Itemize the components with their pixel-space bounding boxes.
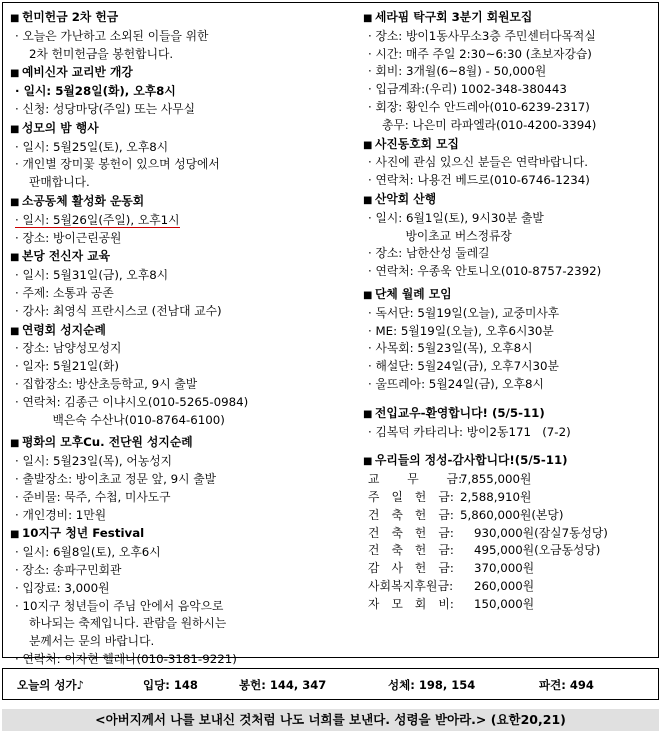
notice-title: ■ 사진동호회 모집: [363, 136, 655, 155]
notice-title: ■ 예비신자 교리반 개강: [10, 64, 350, 83]
notice-line: · ME: 5월19일(오늘), 오후6시30분: [368, 323, 554, 338]
notice-title: ■ 평화의 모후Cu. 전단원 성지순례: [10, 434, 350, 453]
offering-amount: 495,000원(오금동성당): [474, 543, 601, 558]
offering-amount: 370,000원: [474, 561, 535, 576]
square-bullet-icon: ■: [10, 68, 20, 80]
notice-title: ■ 단체 월례 모임: [363, 286, 655, 305]
offering-label: 건 축 헌 금:: [368, 525, 455, 540]
notice-title: ■ 세라핌 탁구회 3분기 회원모집: [363, 9, 655, 28]
notice-line: · 일시: 6월1일(토), 9시30분 출발: [368, 210, 544, 225]
notice-youth-festival: [10, 525, 350, 668]
notice-line: · 일자: 5월21일(화): [15, 359, 119, 374]
notice-title: ■ 본당 전신자 교육: [10, 248, 350, 267]
notice-line: 2차 헌미헌금을 봉헌합니다.: [29, 46, 174, 61]
notice-line: · 연락처: 이자현 헬레나(010-3181-9221): [15, 651, 237, 666]
notice-line: 판매합니다.: [29, 175, 90, 190]
left-column: [10, 9, 350, 670]
notice-line: · 신청: 성당마당(주일) 또는 사무실: [15, 101, 196, 116]
notice-line: · 개인별 장미꽃 봉헌이 있으며 성당에서: [15, 157, 220, 172]
hymn-bar: [2, 668, 659, 700]
offering-label: 건 축 헌 금:: [368, 543, 455, 558]
square-bullet-icon: ■: [363, 289, 373, 301]
notice-line: · 강사: 최영식 프란시스코 (전남대 교수): [15, 303, 222, 318]
notice-line: · 장소: 방이근린공원: [15, 230, 122, 245]
notice-line: · 집합장소: 방산초등학교, 9시 출발: [15, 376, 198, 391]
notice-line: · 출발장소: 방이초교 정문 앞, 9시 출발: [15, 471, 217, 486]
notice-line: · 일시: 6월8일(토), 오후6시: [15, 545, 161, 560]
notice-line: 백은숙 수산나(010-8764-6100): [15, 412, 225, 427]
square-bullet-icon: ■: [10, 325, 20, 337]
notice-education: [10, 248, 350, 320]
notice-line: · 연락처: 김종근 이냐시오(010-5265-0984): [15, 394, 249, 409]
offering-label: 감 사 헌 금:: [368, 561, 455, 576]
hymn-label: 오늘의 성가♪: [17, 678, 84, 692]
offering-row: [363, 507, 655, 525]
notice-line: · 김복덕 카타리나: 방이2동171 (7-2): [368, 424, 571, 439]
notice-line: · 개인경비: 1만원: [15, 507, 107, 522]
notice-line: 총무: 나은미 라파엘라(010-4200-3394): [382, 117, 597, 132]
offering-label: 교 무 금:: [368, 472, 463, 487]
notice-welcome: [363, 405, 655, 442]
notice-catechism: [10, 64, 350, 118]
notice-hiking: [363, 191, 655, 281]
notice-line: · 울뜨레아: 5월24일(금), 오후8시: [368, 376, 544, 391]
square-bullet-icon: ■: [363, 456, 373, 468]
notice-line: 분께서는 문의 바랍니다.: [29, 634, 155, 649]
offering-label: 주 일 헌 금:: [368, 489, 455, 504]
notice-line: · 장소: 남양성모성지: [15, 341, 122, 356]
offering-label: 건 축 헌 금:: [368, 507, 455, 522]
notice-sports-day: [10, 193, 350, 247]
notice-line: · 장소: 송파구민회관: [15, 562, 122, 577]
hymn-communion: 성체: 198, 154: [388, 678, 476, 692]
notice-line: · 입금계좌:(우리) 1002-348-380443: [368, 82, 567, 97]
notice-line: · 일시: 5월25일(토), 오후8시: [15, 139, 169, 154]
hymn-entrance: 입당: 148: [143, 678, 198, 692]
offering-row: [363, 560, 655, 578]
notice-photo-club: [363, 136, 655, 190]
notice-line: · 장소: 방이1동사무소3층 주민센터다목적실: [368, 28, 596, 43]
notice-line: · 사목회: 5월23일(목), 오후8시: [368, 341, 533, 356]
square-bullet-icon: ■: [363, 139, 373, 151]
notice-line: · 해설단: 5월24일(금), 오후7시30분: [368, 359, 559, 374]
square-bullet-icon: ■: [10, 529, 20, 541]
offering-ledger: [363, 452, 655, 613]
notice-legion-pilgrimage: [10, 434, 350, 524]
hymn-offertory: 봉헌: 144, 347: [239, 678, 327, 692]
notice-may-night: [10, 120, 350, 192]
square-bullet-icon: ■: [10, 13, 20, 24]
offering-row: [363, 489, 655, 507]
offering-amount: 150,000원: [474, 596, 535, 611]
notice-title: ■ 10지구 청년 Festival: [10, 525, 350, 544]
offering-row: [363, 578, 655, 596]
square-bullet-icon: ■: [363, 13, 373, 24]
offering-row: [363, 542, 655, 560]
offering-title: ■ 우리들의 정성-감사합니다!(5/5-11): [363, 452, 655, 471]
offering-amount: 260,000원: [474, 578, 535, 593]
notice-title: ■ 산악회 산행: [363, 191, 655, 210]
notice-line: · 회비: 3개월(6~8월) - 50,000원: [368, 64, 547, 79]
square-bullet-icon: ■: [10, 252, 20, 264]
square-bullet-icon: ■: [363, 194, 373, 206]
notice-line: · 연락처: 우종욱 안토니오(010-8757-2392): [368, 264, 602, 279]
hymn-dismissal: 파견: 494: [539, 678, 594, 692]
notice-donation: [10, 9, 350, 63]
notice-line: · 주제: 소통과 공존: [15, 285, 114, 300]
offering-label: 사회복지후원금:: [368, 578, 454, 593]
notice-pilgrimage: [10, 322, 350, 430]
square-bullet-icon: ■: [10, 123, 20, 135]
notice-line: · 일시: 5월28일(화), 오후8시: [15, 84, 176, 99]
notice-line: · 일시: 5월23일(목), 어농성지: [15, 454, 173, 469]
notice-line: · 장소: 남한산성 둘레길: [368, 246, 490, 261]
offering-amount: 5,860,000원(본당): [460, 507, 564, 522]
notice-line: 방이초교 버스정류장: [368, 228, 512, 243]
notice-line: · 독서단: 5월19일(오늘), 교중미사후: [368, 305, 560, 320]
notice-line: · 일시: 5월31일(금), 오후8시: [15, 268, 169, 283]
notice-title: ■ 헌미헌금 2차 헌금: [10, 9, 350, 28]
notice-line: · 일시: 5월26일(주일), 오후1시: [15, 212, 180, 227]
notice-line: · 입장료: 3,000원: [15, 580, 110, 595]
notice-title: ■ 전입교우-환영합니다! (5/5-11): [363, 405, 655, 424]
notice-line: · 연락처: 나용건 베드로(010-6746-1234): [368, 173, 590, 188]
offering-amount: 2,588,910원: [460, 489, 532, 504]
notice-table-tennis: [363, 9, 655, 135]
notice-line: · 오늘은 가난하고 소외된 이들을 위한: [15, 28, 209, 43]
notice-line: · 사진에 관심 있으신 분들은 연락바랍니다.: [368, 155, 588, 170]
notice-line: 하나되는 축제입니다. 관람을 원하시는: [29, 616, 227, 631]
square-bullet-icon: ■: [363, 408, 373, 420]
right-column: [363, 9, 655, 615]
notice-title: ■ 성모의 밤 행사: [10, 120, 350, 139]
scripture-verse: <아버지께서 나를 보내신 것처럼 나도 너희를 보낸다. 성령을 받아라.> (요한20,21): [2, 709, 659, 731]
notice-line: · 시간: 매주 주일 2:30~6:30 (초보자강습): [368, 46, 592, 61]
notice-line: · 10지구 청년들이 주님 안에서 음악으로: [15, 598, 224, 613]
notice-line: · 회장: 황인수 안드레아(010-6239-2317): [368, 99, 590, 114]
offering-label: 자 모 회 비:: [368, 596, 455, 611]
offering-row: [363, 596, 655, 614]
square-bullet-icon: ■: [10, 196, 20, 208]
bulletin-board: [2, 2, 659, 666]
notice-title: ■ 연령회 성지순례: [10, 322, 350, 341]
square-bullet-icon: ■: [10, 438, 20, 450]
offering-amount: 7,855,000원: [460, 472, 532, 487]
notice-title: ■ 소공동체 활성화 운동회: [10, 193, 350, 212]
offering-row: [363, 525, 655, 543]
offering-amount: 930,000원(잠실7동성당): [474, 525, 608, 540]
notice-line: · 준비물: 묵주, 수첩, 미사도구: [15, 489, 171, 504]
offering-row: [363, 471, 655, 489]
notice-monthly-meetings: [363, 286, 655, 394]
